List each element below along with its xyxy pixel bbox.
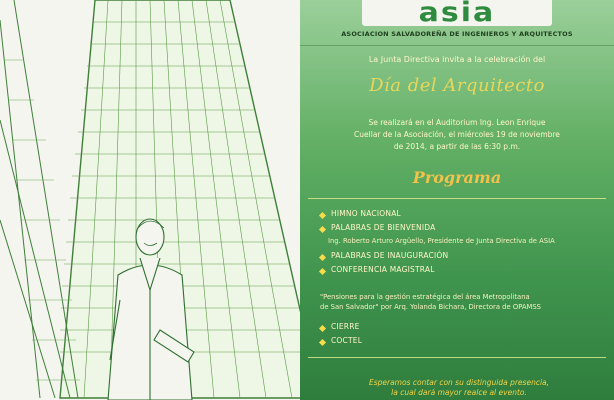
program-item-label: CIERRE: [331, 322, 360, 331]
program-divider-bottom: [308, 357, 606, 358]
program-divider-top: [308, 198, 606, 199]
program-item: [320, 223, 610, 237]
conference-line: de San Salvador" por Arq. Yolanda Bichara, Directora de OPAMSS: [320, 303, 541, 311]
invitation-intro: La Junta Directiva invita a la celebración del: [368, 55, 546, 64]
invitation-panel: [300, 0, 614, 400]
program-item-label: PALABRAS DE BIENVENIDA: [331, 223, 436, 232]
event-title: Día del Arquitecto: [369, 75, 545, 96]
details-line: Cuellar de la Asociación, el miércoles 19 de noviembre: [354, 130, 560, 139]
logo-wordmark: asia: [418, 0, 496, 29]
program-title: Programa: [412, 168, 502, 187]
program-item: [320, 209, 610, 223]
conference-description: [320, 292, 606, 312]
program-item-label: HIMNO NACIONAL: [331, 209, 401, 218]
program-list: [320, 209, 610, 279]
asia-logo: [362, 0, 552, 29]
program-item: [320, 265, 610, 279]
program-item-label: PALABRAS DE INAUGURACIÓN: [331, 251, 449, 260]
bullet-icon: [319, 268, 326, 275]
closing-line: la cual dará mayor realce al evento.: [391, 388, 527, 397]
program-item-label: COCTEL: [331, 336, 363, 345]
event-details: [316, 117, 598, 153]
program-list-end: [320, 322, 610, 350]
conference-line: "Pensiones para la gestión estratégica del área Metropolitana: [320, 293, 530, 301]
program-item: [320, 237, 610, 251]
closing-message: [336, 378, 582, 398]
bullet-icon: [319, 339, 326, 346]
program-item: [320, 322, 610, 336]
details-line: Se realizará en el Auditorium Ing. Leon Enrique: [368, 118, 546, 127]
program-item: [320, 251, 610, 265]
bullet-icon: [319, 212, 326, 219]
bullet-icon: [319, 226, 326, 233]
program-item-label: CONFERENCIA MAGISTRAL: [331, 265, 435, 274]
program-item: [320, 336, 610, 350]
organization-name: ASOCIACION SALVADOREÑA DE INGENIEROS Y ARQUITECTOS: [341, 30, 573, 38]
header-divider: [300, 45, 614, 46]
bullet-icon: [319, 254, 326, 261]
bullet-icon: [319, 325, 326, 332]
closing-line: Esperamos contar con su distinguida presencia,: [368, 378, 550, 387]
details-line: de 2014, a partir de las 6:30 p.m.: [393, 142, 521, 151]
program-item-detail: Ing. Roberto Arturo Argüello, Presidente de Junta Directiva de ASIA: [328, 237, 555, 245]
